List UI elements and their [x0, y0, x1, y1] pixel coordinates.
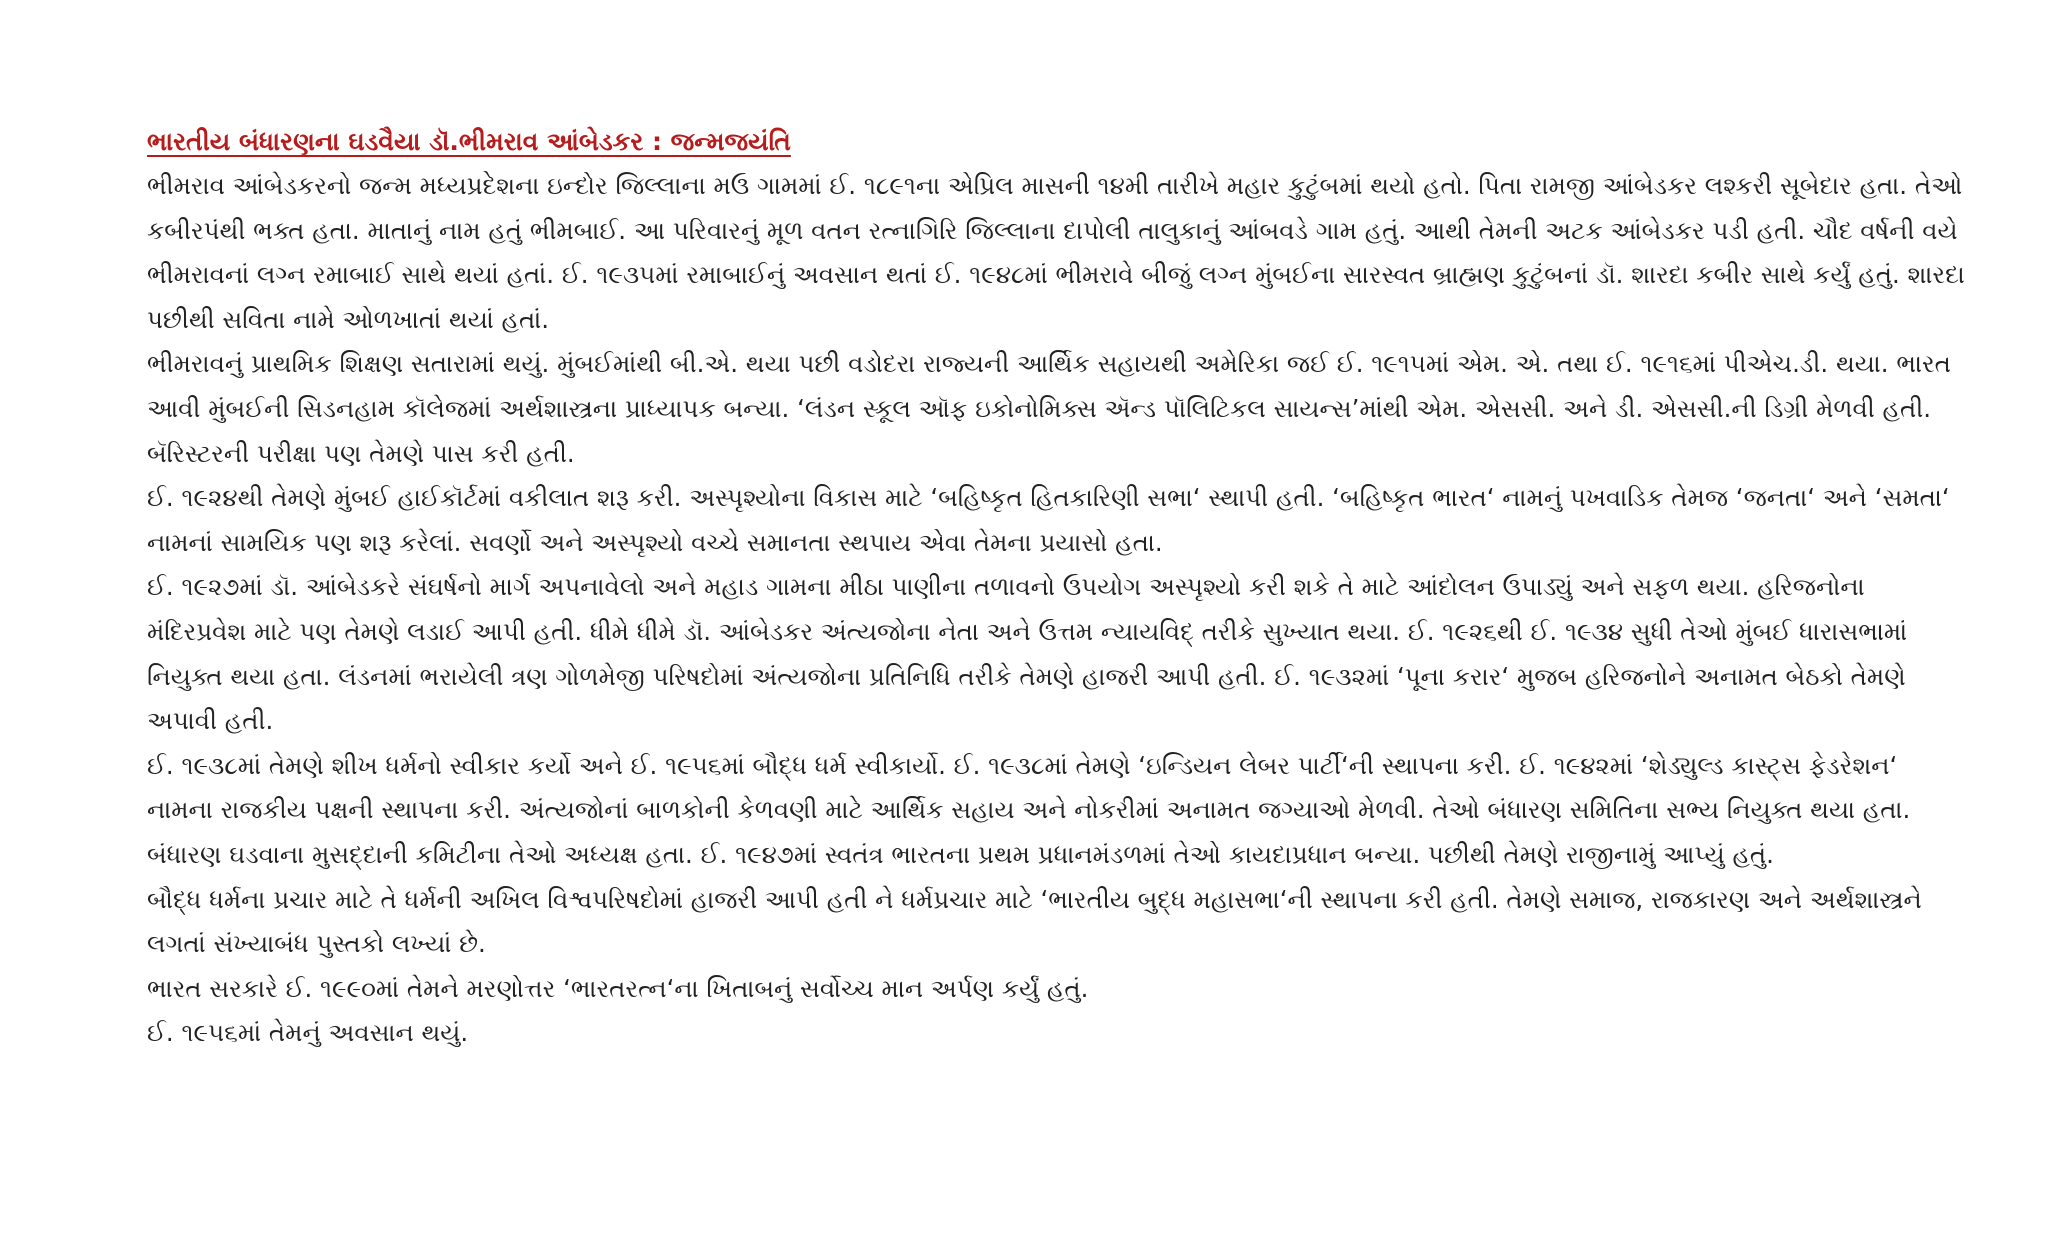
paragraph-social-movement: ઈ. ૧૯૨૭માં ડૉ. આંબેડકરે સંઘર્ષનો માર્ગ અપનાવેલો અને મહાડ ગામના મીઠા પાણીના તળાવનો ઉપયોગ અસ્પૃશ્યો કરી શકે તે માટે આંદોલન ઉપાડ્યું અને સફળ થયા. હરિજનોના મંદિરપ્રવેશ માટે પણ તેમણે લડાઈ આપી હતી. ધીમે ધીમે ડૉ. આંબેડકર અંત્યજોના નેતા અને ઉત્તમ ન્યાયવિદ્ તરીકે સુખ્યાત થયા. ઈ. ૧૯૨૬થી ઈ. ૧૯૩૪ સુધી તેઓ મુંબઈ ધારાસભામાં નિયુક્ત થયા હતા. લંડનમાં ભરાયેલી ત્રણ ગોળમેજી પરિષદોમાં અંત્યજોના પ્રતિનિધિ તરીકે તેમણે હાજરી આપી હતી. ઈ. ૧૯૩૨માં ‘પૂના કરાર‘ મુજબ હરિજનોને અનામત બેઠકો તેમણે અપાવી હતી. — [147, 572, 1908, 736]
paragraph-education: ભીમરાવનું પ્રાથમિક શિક્ષણ સતારામાં થયું. મુંબઈમાંથી બી.એ. થયા પછી વડોદરા રાજ્યની આર્થિક સહાયથી અમેરિકા જઈ ઈ. ૧૯૧૫માં એમ. એ. તથા ઈ. ૧૯૧૬માં પીએચ.ડી. થયા. ભારત આવી મુંબઈની સિડનહામ કૉલેજમાં અર્થશાસ્ત્રના પ્રાધ્યાપક બન્યા. ‘લંડન સ્કૂલ ઑફ ઇકોનોમિક્સ ઍન્ડ પૉલિટિકલ સાયન્સ’માંથી એમ. એસસી. અને ડી. એસસી.ની ડિગ્રી મેળવી હતી. બૅરિસ્ટરની પરીક્ષા પણ તેમણે પાસ કરી હતી. — [147, 349, 1951, 468]
paragraph-bharat-ratna: ભારત સરકારે ઈ. ૧૯૯૦માં તેમને મરણોત્તર ‘ભારતરત્ન‘ના ખિતાબનું સર્વોચ્ચ માન અર્પણ કર્યું હતું. — [147, 973, 1089, 1003]
paragraph-political-career: ઈ. ૧૯૩૮માં તેમણે શીખ ધર્મનો સ્વીકાર કર્યો અને ઈ. ૧૯૫૬માં બૌદ્ધ ધર્મ સ્વીકાર્યો. ઈ. ૧૯૩૮માં તેમણે ‘ઇન્ડિયન લેબર પાર્ટી‘ની સ્થાપના કરી. ઈ. ૧૯૪૨માં ‘શેડ્યુલ્ડ કાસ્ટ્સ ફેડરેશન‘ નામના રાજકીય પક્ષની સ્થાપના કરી. અંત્યજોનાં બાળકોની કેળવણી માટે આર્થિક સહાય અને નોકરીમાં અનામત જગ્યાઓ મેળવી. તેઓ બંધારણ સમિતિના સભ્ય નિયુક્ત થયા હતા. બંધારણ ઘડવાના મુસદ્દાની કમિટીના તેઓ અધ્યક્ષ હતા. ઈ. ૧૯૪૭માં સ્વતંત્ર ભારતના પ્રથમ પ્રધાનમંડળમાં તેઓ કાયદાપ્રધાન બન્યા. પછીથી તેમણે રાજીનામું આપ્યું હતું. — [147, 750, 1911, 869]
paragraph-buddhism: બૌદ્ધ ધર્મના પ્રચાર માટે તે ધર્મની અખિલ વિશ્વપરિષદોમાં હાજરી આપી હતી ને ધર્મપ્રચાર માટે ‘ભારતીય બુદ્ધ મહાસભા‘ની સ્થાપના કરી હતી. તેમણે સમાજ, રાજકારણ અને અર્થશાસ્ત્રને લગતાં સંખ્યાબંધ પુસ્તકો લખ્યાં છે. — [147, 884, 1922, 959]
article — [147, 120, 1967, 1056]
paragraph-birth-family: ભીમરાવ આંબેડકરનો જન્મ મધ્યપ્રદેશના ઇન્દોર જિલ્લાના મઉ ગામમાં ઈ. ૧૮૯૧ના એપ્રિલ માસની ૧૪મી તારીખે મહાર કુટુંબમાં થયો હતો. પિતા રામજી આંબેડકર લશ્કરી સૂબેદાર હતા. તેઓ કબીરપંથી ભક્ત હતા. માતાનું નામ હતું ભીમબાઈ. આ પરિવારનું મૂળ વતન રત્નાગિરિ જિલ્લાના દાપોલી તાલુકાનું આંબવડે ગામ હતું. આથી તેમની અટક આંબેડકર પડી હતી. ચૌદ વર્ષની વયે ભીમરાવનાં લગ્ન રમાબાઈ સાથે થયાં હતાં. ઈ. ૧૯૩૫માં રમાબાઈનું અવસાન થતાં ઈ. ૧૯૪૮માં ભીમરાવે બીજું લગ્ન મુંબઈના સારસ્વત બ્રાહ્મણ કુટુંબનાં ડૉ. શારદા કબીર સાથે કર્યું હતું. શારદા પછીથી સવિતા નામે ઓળખાતાં થયાં હતાં. — [147, 171, 1965, 334]
paragraph-legal-career: ઈ. ૧૯૨૪થી તેમણે મુંબઈ હાઈકૉર્ટમાં વકીલાત શરૂ કરી. અસ્પૃશ્યોના વિકાસ માટે ‘બહિષ્કૃત હિતકારિણી સભા‘ સ્થાપી હતી. ‘બહિષ્કૃત ભારત‘ નામનું પખવાડિક તેમજ ‘જનતા‘ અને ‘સમતા‘ નામનાં સામયિક પણ શરૂ કરેલાં. સવર્ણો અને અસ્પૃશ્યો વચ્ચે સમાનતા સ્થપાય એવા તેમના પ્રયાસો હતા. — [147, 483, 1950, 557]
article-title: ભારતીય બંધારણના ઘડવૈયા ડૉ.ભીમરાવ આંબેડકર : જન્મજયંતિ — [147, 127, 791, 156]
paragraph-death: ઈ. ૧૯૫૬માં તેમનું અવસાન થયું. — [147, 1018, 469, 1048]
